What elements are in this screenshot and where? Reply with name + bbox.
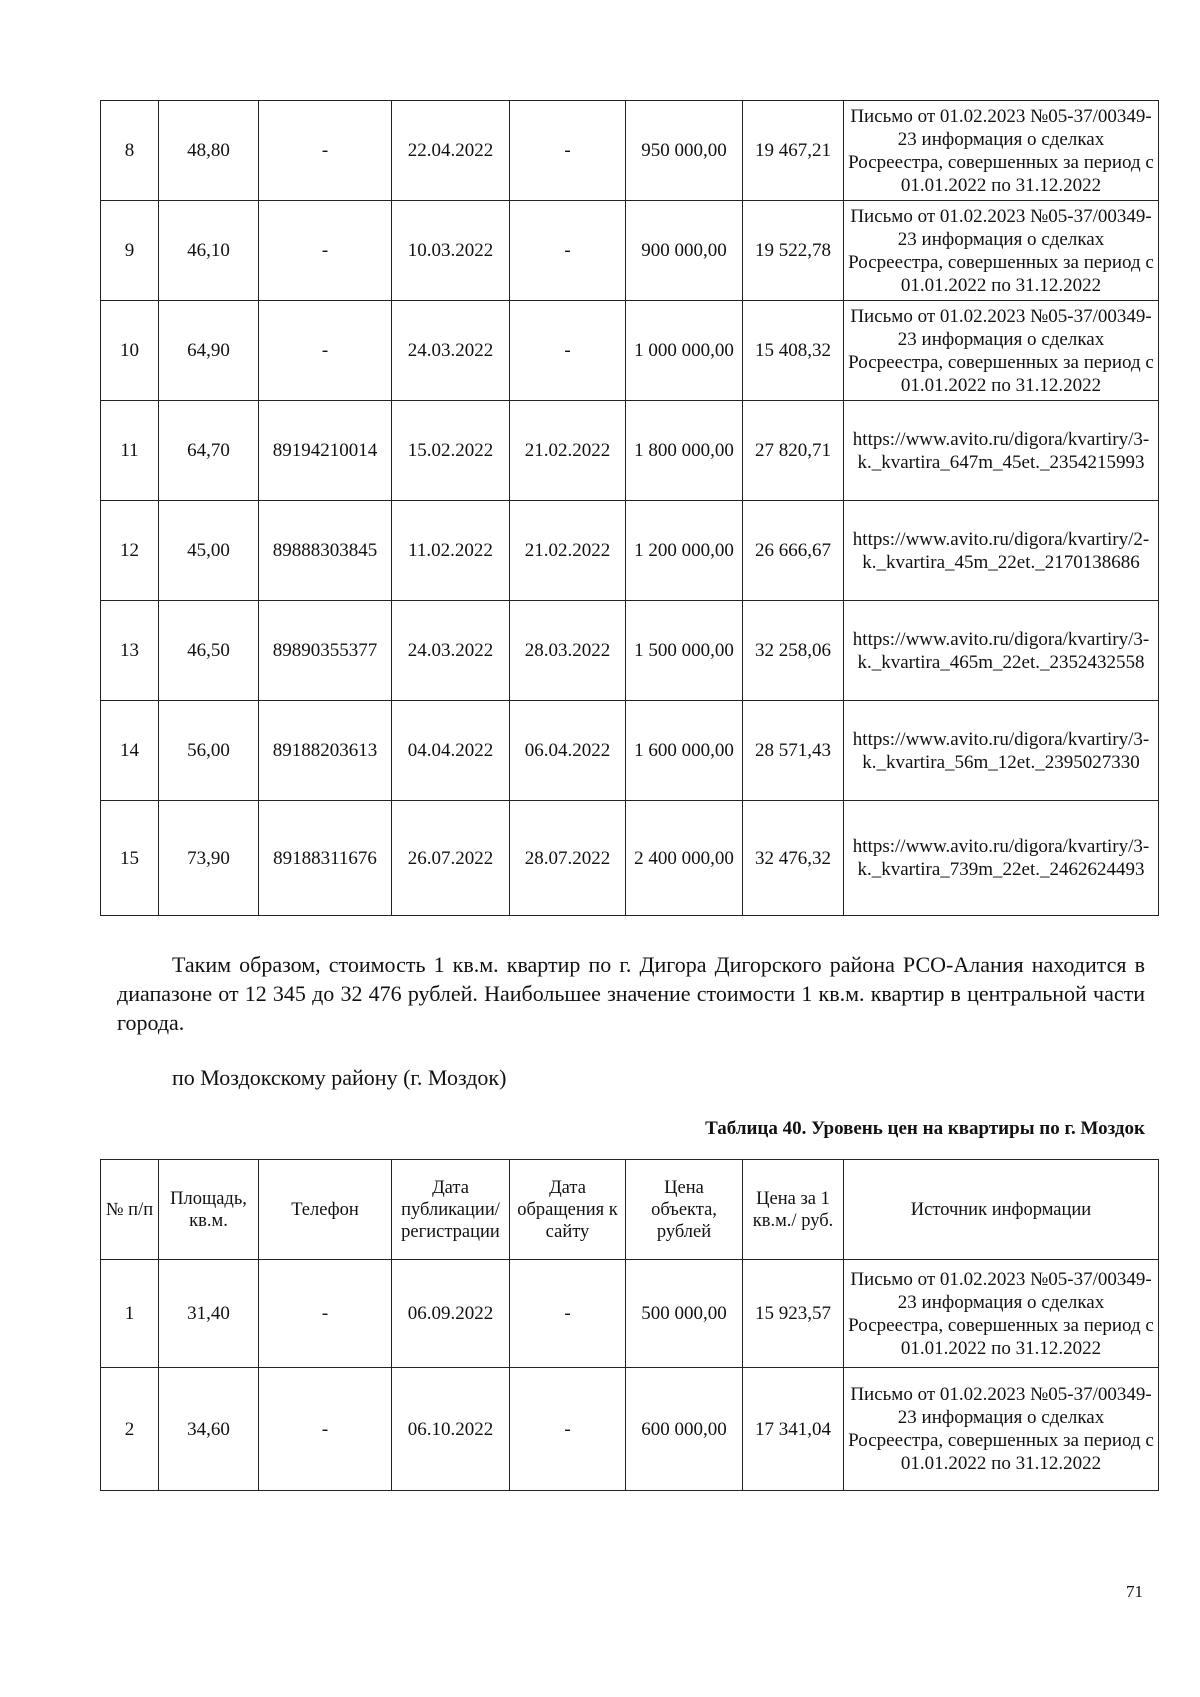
table-row	[101, 301, 1159, 401]
header-area: Площадь, кв.м.	[159, 1160, 259, 1260]
cell-source: https://www.avito.ru/digora/kvartiry/3-k._kvartira_647m_45et._2354215993	[844, 401, 1159, 501]
cell-visit-date: -	[510, 101, 626, 201]
price-table-digora-continued	[100, 100, 1159, 916]
cell-price-per-m2: 28 571,43	[743, 701, 844, 801]
cell-visit-date: -	[510, 201, 626, 301]
cell-price: 2 400 000,00	[626, 801, 743, 916]
cell-price-per-m2: 32 476,32	[743, 801, 844, 916]
cell-source: Письмо от 01.02.2023 №05-37/00349-23 информация о сделках Росреестра, совершенных за период с 01.01.2022 по 31.12.2022	[844, 1260, 1159, 1368]
cell-visit-date: 21.02.2022	[510, 501, 626, 601]
table-row	[101, 501, 1159, 601]
summary-text: Таким образом, стоимость 1 кв.м. квартир по г. Дигора Дигорского района РСО-Алания находится в диапазоне от 12 345 до 32 476 рублей. Наибольшее значение стоимости 1 кв.м. квартир в центральной части города.	[117, 952, 1145, 1035]
table-row	[101, 201, 1159, 301]
summary-paragraph	[117, 950, 1145, 1037]
table-row	[101, 101, 1159, 201]
district-heading: по Моздокскому району (г. Моздок)	[172, 1065, 507, 1090]
cell-phone: -	[259, 201, 392, 301]
cell-phone: -	[259, 301, 392, 401]
cell-number: 14	[101, 701, 159, 801]
cell-price-per-m2: 26 666,67	[743, 501, 844, 601]
cell-area: 48,80	[159, 101, 259, 201]
cell-number: 12	[101, 501, 159, 601]
cell-area: 64,90	[159, 301, 259, 401]
cell-price: 1 000 000,00	[626, 301, 743, 401]
cell-area: 46,50	[159, 601, 259, 701]
cell-pub-date: 06.09.2022	[392, 1260, 510, 1368]
cell-price: 600 000,00	[626, 1368, 743, 1491]
cell-number: 2	[101, 1368, 159, 1491]
cell-price: 1 200 000,00	[626, 501, 743, 601]
cell-price-per-m2: 27 820,71	[743, 401, 844, 501]
table-row	[101, 601, 1159, 701]
table-row	[101, 701, 1159, 801]
cell-pub-date: 24.03.2022	[392, 301, 510, 401]
cell-pub-date: 11.02.2022	[392, 501, 510, 601]
cell-pub-date: 04.04.2022	[392, 701, 510, 801]
table-body	[101, 1260, 1159, 1491]
cell-pub-date: 06.10.2022	[392, 1368, 510, 1491]
cell-pub-date: 15.02.2022	[392, 401, 510, 501]
cell-number: 1	[101, 1260, 159, 1368]
header-price: Цена объекта, рублей	[626, 1160, 743, 1260]
cell-number: 9	[101, 201, 159, 301]
cell-pub-date: 26.07.2022	[392, 801, 510, 916]
table-body	[101, 101, 1159, 916]
cell-phone: 89188311676	[259, 801, 392, 916]
cell-source: Письмо от 01.02.2023 №05-37/00349-23 информация о сделках Росреестра, совершенных за период с 01.01.2022 по 31.12.2022	[844, 1368, 1159, 1491]
cell-price: 1 600 000,00	[626, 701, 743, 801]
cell-phone: 89188203613	[259, 701, 392, 801]
cell-phone: 89888303845	[259, 501, 392, 601]
header-pub-date: Дата публикации/ регистрации	[392, 1160, 510, 1260]
cell-number: 8	[101, 101, 159, 201]
cell-visit-date: -	[510, 301, 626, 401]
header-price-per-m2: Цена за 1 кв.м./ руб.	[743, 1160, 844, 1260]
header-source: Источник информации	[844, 1160, 1159, 1260]
cell-price: 500 000,00	[626, 1260, 743, 1368]
cell-number: 13	[101, 601, 159, 701]
cell-price-per-m2: 32 258,06	[743, 601, 844, 701]
page-number: 71	[1126, 1582, 1143, 1601]
table-header-row	[101, 1160, 1159, 1260]
table-row	[101, 801, 1159, 916]
cell-source: https://www.avito.ru/digora/kvartiry/3-k._kvartira_739m_22et._2462624493	[844, 801, 1159, 916]
cell-number: 11	[101, 401, 159, 501]
cell-source: https://www.avito.ru/digora/kvartiry/3-k._kvartira_465m_22et._2352432558	[844, 601, 1159, 701]
cell-visit-date: -	[510, 1260, 626, 1368]
header-phone: Телефон	[259, 1160, 392, 1260]
cell-price: 1 500 000,00	[626, 601, 743, 701]
cell-pub-date: 22.04.2022	[392, 101, 510, 201]
cell-price: 950 000,00	[626, 101, 743, 201]
cell-visit-date: 21.02.2022	[510, 401, 626, 501]
table-row	[101, 401, 1159, 501]
cell-area: 45,00	[159, 501, 259, 601]
table-row	[101, 1368, 1159, 1491]
cell-price-per-m2: 15 408,32	[743, 301, 844, 401]
cell-number: 10	[101, 301, 159, 401]
cell-phone: -	[259, 101, 392, 201]
header-number: № п/п	[101, 1160, 159, 1260]
cell-visit-date: -	[510, 1368, 626, 1491]
cell-area: 64,70	[159, 401, 259, 501]
cell-area: 31,40	[159, 1260, 259, 1368]
cell-price-per-m2: 19 522,78	[743, 201, 844, 301]
cell-area: 56,00	[159, 701, 259, 801]
cell-price-per-m2: 15 923,57	[743, 1260, 844, 1368]
cell-pub-date: 24.03.2022	[392, 601, 510, 701]
cell-price: 900 000,00	[626, 201, 743, 301]
cell-price-per-m2: 17 341,04	[743, 1368, 844, 1491]
table-row	[101, 1260, 1159, 1368]
header-visit-date: Дата обращения к сайту	[510, 1160, 626, 1260]
cell-area: 73,90	[159, 801, 259, 916]
cell-number: 15	[101, 801, 159, 916]
cell-phone: -	[259, 1260, 392, 1368]
cell-area: 34,60	[159, 1368, 259, 1491]
cell-source: Письмо от 01.02.2023 №05-37/00349-23 информация о сделках Росреестра, совершенных за период с 01.01.2022 по 31.12.2022	[844, 101, 1159, 201]
cell-phone: -	[259, 1368, 392, 1491]
cell-price: 1 800 000,00	[626, 401, 743, 501]
cell-source: https://www.avito.ru/digora/kvartiry/2-k._kvartira_45m_22et._2170138686	[844, 501, 1159, 601]
cell-price-per-m2: 19 467,21	[743, 101, 844, 201]
cell-visit-date: 28.07.2022	[510, 801, 626, 916]
price-table-mozdok	[100, 1159, 1159, 1491]
cell-phone: 89890355377	[259, 601, 392, 701]
cell-pub-date: 10.03.2022	[392, 201, 510, 301]
cell-visit-date: 28.03.2022	[510, 601, 626, 701]
cell-phone: 89194210014	[259, 401, 392, 501]
cell-source: Письмо от 01.02.2023 №05-37/00349-23 информация о сделках Росреестра, совершенных за период с 01.01.2022 по 31.12.2022	[844, 201, 1159, 301]
cell-area: 46,10	[159, 201, 259, 301]
cell-source: https://www.avito.ru/digora/kvartiry/3-k._kvartira_56m_12et._2395027330	[844, 701, 1159, 801]
cell-visit-date: 06.04.2022	[510, 701, 626, 801]
cell-source: Письмо от 01.02.2023 №05-37/00349-23 информация о сделках Росреестра, совершенных за период с 01.01.2022 по 31.12.2022	[844, 301, 1159, 401]
table-caption: Таблица 40. Уровень цен на квартиры по г. Моздок	[705, 1118, 1145, 1139]
